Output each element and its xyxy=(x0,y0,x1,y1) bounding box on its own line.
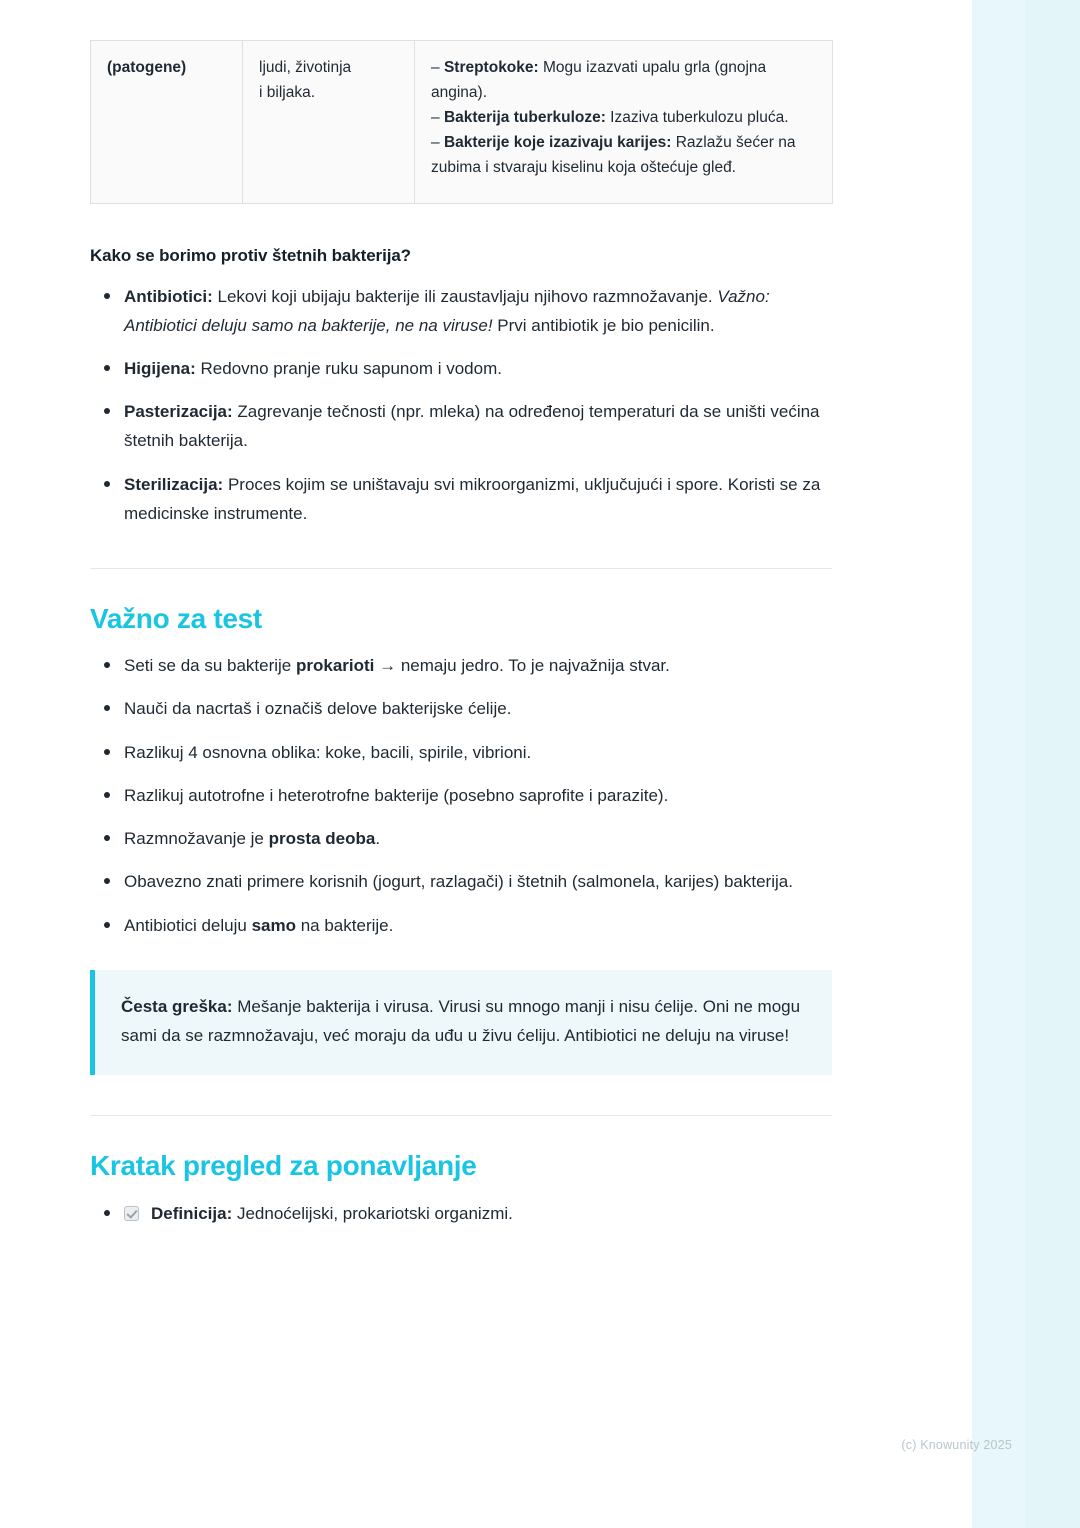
example-item xyxy=(431,130,816,180)
test-tips-list xyxy=(90,651,832,940)
example-text: Mogu izazvati upalu grla (gnojna angina). xyxy=(431,59,767,102)
list-item xyxy=(90,1200,832,1229)
item-bold: samo xyxy=(251,915,296,935)
item-term: Definicija: xyxy=(151,1203,233,1223)
common-mistake-callout xyxy=(90,970,832,1075)
watermark: (c) Knowunity 2025 xyxy=(901,1438,1012,1452)
example-item xyxy=(431,55,816,105)
list-item xyxy=(90,824,832,853)
section-divider xyxy=(90,568,832,569)
example-term: Bakterije koje izazivaju karijes: xyxy=(443,134,672,152)
table-cell-category: (patogene) xyxy=(91,41,243,204)
item-tail: . xyxy=(375,829,381,849)
item-tail: Prvi antibiotik je bio penicilin. xyxy=(492,315,715,335)
review-checklist xyxy=(90,1200,832,1229)
list-item xyxy=(90,470,832,528)
item-text: Razlikuj 4 osnovna oblika: koke, bacili, spirile, vibrioni. xyxy=(124,742,532,762)
item-text: Proces kojim se uništavaju svi mikroorganizmi, uključujući i spore. Koristi se za medicinske instrumente. xyxy=(124,474,821,523)
item-term: Pasterizacija: xyxy=(124,402,233,422)
list-item xyxy=(90,738,832,767)
page-right-edge-strip xyxy=(1025,0,1080,1528)
list-item xyxy=(90,911,832,940)
question-heading: Kako se borimo protiv štetnih bakterija? xyxy=(90,245,411,265)
defense-methods-list xyxy=(90,282,832,529)
item-emphasis: Važno: Antibiotici deluju samo na bakterije, ne na viruse! xyxy=(124,286,770,335)
item-text: Razlikuj autotrofne i heterotrofne bakterije (posebno saprofite i parazite). xyxy=(124,785,669,805)
example-term: Bakterija tuberkuloze: xyxy=(443,109,606,127)
list-item xyxy=(90,867,832,896)
list-item xyxy=(90,282,832,340)
example-term: Streptokoke: xyxy=(443,59,539,76)
callout-term: Česta greška: xyxy=(121,996,233,1016)
item-text: Antibiotici deluju xyxy=(124,915,252,935)
item-text: Obavezno znati primere korisnih (jogurt, razlagači) i štetnih (salmonela, karijes) bakterija. xyxy=(124,872,793,892)
section-heading-test: Važno za test xyxy=(90,603,262,635)
item-text: Lekovi koji ubijaju bakterije ili zaustavljaju njihovo razmnožavanje. xyxy=(212,286,718,306)
example-dash: – xyxy=(431,134,444,152)
item-term: Sterilizacija: xyxy=(124,474,224,494)
item-text: Razmnožavanje je xyxy=(124,829,269,849)
item-tail: → nemaju jedro. To je najvažnija stvar. xyxy=(374,656,670,676)
callout-text: Mešanje bakterija i virusa. Virusi su mnogo manji i nisu ćelije. Oni ne mogu sami da se razmnožavaju, već moraju da uđu u živu ćeliju. Antibiotici ne deluju na viruse! xyxy=(121,996,801,1046)
table-cell-hosts xyxy=(243,41,415,204)
list-item xyxy=(90,651,832,680)
item-text: Nauči da nacrtaš i označiš delove bakterijske ćelije. xyxy=(124,699,512,719)
example-item xyxy=(431,105,816,130)
list-item xyxy=(90,694,832,723)
example-dash: – xyxy=(431,109,444,127)
host-line-2: i biljaka. xyxy=(259,84,315,102)
example-text: Razlažu šećer na zubima i stvaraju kiselinu koja oštećuje gleđ. xyxy=(431,134,796,177)
section-heading-review: Kratak pregled za ponavljanje xyxy=(90,1149,477,1181)
list-item xyxy=(90,354,832,383)
item-term: Higijena: xyxy=(124,359,196,379)
section-divider xyxy=(90,1115,832,1116)
item-text: Jednoćelijski, prokariotski organizmi. xyxy=(232,1203,513,1223)
list-item xyxy=(90,397,832,455)
item-bold: prokarioti xyxy=(295,656,375,676)
host-line-1: ljudi, životinja xyxy=(259,59,352,76)
table-cell-examples xyxy=(415,41,833,204)
item-tail: na bakterije. xyxy=(296,915,394,935)
list-item xyxy=(90,781,832,810)
item-text: Redovno pranje ruku sapunom i vodom. xyxy=(195,359,502,379)
table-row xyxy=(91,41,833,204)
item-text: Seti se da su bakterije xyxy=(124,656,296,676)
checkbox-icon[interactable] xyxy=(124,1206,139,1221)
example-dash: – xyxy=(431,59,444,76)
example-text: Izaziva tuberkulozu pluća. xyxy=(605,109,789,127)
item-term: Antibiotici: xyxy=(124,286,213,306)
item-text: Zagrevanje tečnosti (npr. mleka) na određenoj temperaturi da se uništi većina štetnih bakterija. xyxy=(124,402,820,451)
item-bold: prosta deoba xyxy=(268,829,376,849)
document-content xyxy=(90,0,832,1229)
bacteria-table xyxy=(90,40,833,204)
